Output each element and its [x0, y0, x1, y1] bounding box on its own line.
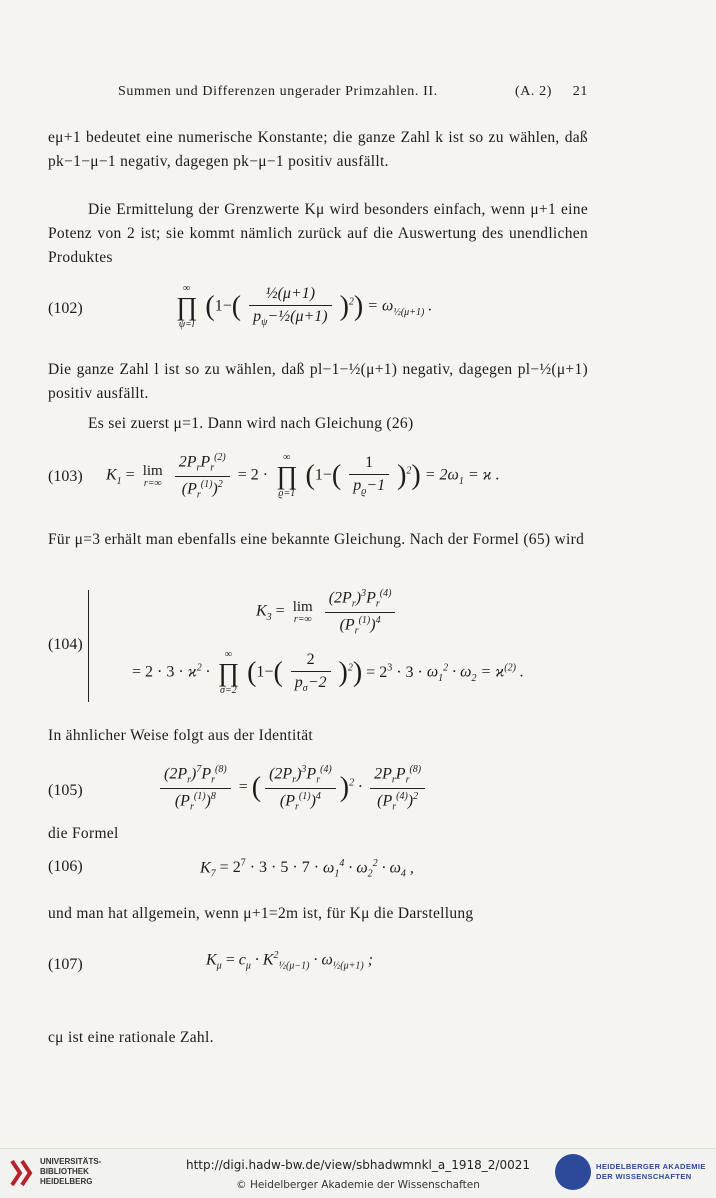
copyright-notice: © Heidelberger Akademie der Wissenschaften	[236, 1179, 480, 1191]
footer-bar	[0, 1148, 716, 1198]
paragraph-1: eμ+1 bedeutet eine numerische Konstante; die ganze Zahl k ist so zu wählen, daß pk−1−μ−1 negativ, dagegen pk−μ−1 positiv ausfällt.	[48, 129, 588, 170]
equation-102: ∞ ∏ ψ=l (1−( $\frac{\text{½(μ+1)}}{p_\psi-\frac{1}{2}(\mu+1)}$ )$^2) = \omega_{\frac{1}{2}(\mu+1)}$ .	[176, 283, 433, 330]
paragraph-8: und man hat allgemein, wenn μ+1=2m ist, für Kμ die Darstellung	[48, 905, 474, 922]
academy-seal-icon	[555, 1154, 591, 1190]
equation-104-line2: = $2 \cdot 3 \cdot ϰ^2$ · ∞ ∏ σ=2 (1−( $\frac{2}{p_\sigma-2}$ )$^2) = 2^3 \cdot 3 \cdot \omega_1^2 \cdot \omega_2 = ϰ^{(2)}$ .	[132, 649, 524, 696]
paragraph-5: Für μ=3 erhält man ebenfalls eine bekannte Gleichung. Nach der Formel (65) wird	[48, 531, 585, 548]
academy-name: HEIDELBERGER AKADEMIE DER WISSENSCHAFTEN	[596, 1162, 706, 1181]
paragraph-9: cμ ist eine rationale Zahl.	[48, 1029, 214, 1046]
equation-107: $K_\mu = c_\mu \cdot K^2_{\frac{1}{2}(\mu-1)} \cdot \omega_{\frac{1}{2}(\mu+1)}$ ;	[206, 950, 374, 972]
equation-number-102: (102)	[48, 300, 83, 317]
paragraph-2: Die Ermittelung der Grenzwerte Kμ wird besonders einfach, wenn μ+1 eine Potenz von 2 ist; sie kommt nämlich zurück auf die Auswertung des unendlichen Produktes	[48, 201, 588, 266]
university-library-name: UNIVERSITÄTS- BIBLIOTHEK HEIDELBERG	[40, 1157, 102, 1186]
paragraph-3: Die ganze Zahl l ist so zu wählen, daß pl−1−½(μ+1) negativ, dagegen pl−½(μ+1) positiv ausfällt.	[48, 361, 588, 402]
header-section: (A. 2)	[514, 84, 552, 99]
equation-number-103: (103)	[48, 468, 83, 485]
equation-105: $\frac{(2P_r)^7P_r^{(8)}}{(P_r^{(1)})^8}$ = ( $\frac{(2P_r)^3P_r^{(4)}}{(P_r^{(1)})^4}$ )$^2$ · $\frac{2P_rP_r^{(8)}}{(P_r^{(4)})^2}$	[156, 764, 429, 812]
equation-number-105: (105)	[48, 782, 83, 799]
permalink-url[interactable]: http://digi.hadw-bw.de/view/sbhadwmnkl_a_1918_2/0021	[185, 1158, 530, 1172]
page-number: 21	[572, 84, 588, 99]
equation-104-line1: $K_3$ = lim r=∞ $\frac{(2P_r)^3P_r^{(4)}}{(P_r^{(1)})^4}$	[256, 588, 399, 636]
paragraph-7: die Formel	[48, 825, 119, 842]
equation-number-106: (106)	[48, 858, 83, 875]
paragraph-6: In ähnlicher Weise folgt aus der Identität	[48, 727, 314, 744]
equation-103: $K_1$ = lim r=∞ $\frac{2P_rP_r^{(2)}}{(P_r^{(1)})^2}$ = 2 · ∞ ∏ ϱ=1 (1−( $\frac{1}{p_ϱ-1}$ )$^2) = 2\omega_1 = ϰ$ .	[106, 452, 500, 501]
paragraph-4: Es sei zuerst μ=1. Dann wird nach Gleichung (26)	[88, 415, 414, 432]
header-title: Summen und Differenzen ungerader Primzahlen. II.	[118, 84, 438, 99]
equation-number-104: (104)	[48, 636, 83, 653]
running-header	[118, 84, 588, 100]
equation-brace	[88, 590, 99, 702]
equation-106: $K_7 = 2^7 \cdot 3 \cdot 5 \cdot 7 \cdot \omega_1^4 \cdot \omega_2^2 \cdot \omega_4$ ,	[200, 858, 414, 880]
equation-number-107: (107)	[48, 956, 83, 973]
